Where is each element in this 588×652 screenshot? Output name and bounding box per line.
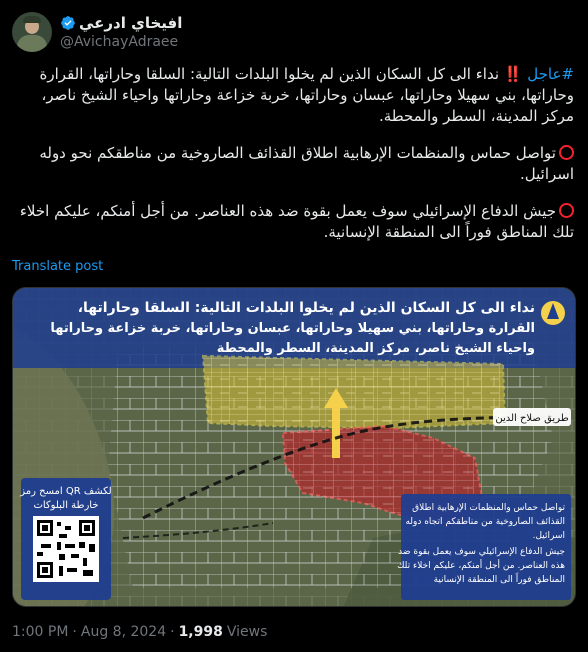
tweet-date[interactable]: Aug 8, 2024 (80, 624, 167, 640)
tweet-time[interactable]: 1:00 PM (12, 624, 69, 640)
meta-separator: · (170, 624, 175, 640)
warning-mark: ‼️ (503, 65, 523, 83)
red-circle-icon (559, 145, 574, 160)
author-name-row[interactable] (60, 14, 182, 32)
tweet-paragraph-2-text: تواصل حماس والمنظمات الإرهابية اطلاق القذائف الصاروخية من مناطقكم نحو دوله اسرائيل. (39, 144, 574, 183)
tweet-meta (12, 624, 267, 640)
evacuation-map (13, 288, 576, 607)
tweet-paragraph-3-text: جيش الدفاع الإسرائيلي سوف يعمل بقوة ضد هذه العناصر. من أجل أمنكم، عليكم اخلاء تلك المناطق فوراً الى المنطقة الإنسانية. (19, 202, 574, 241)
tweet-paragraph-2 (12, 143, 574, 185)
info-line-2: القذائف الصاروخية من مناطقكم اتجاه دوله (405, 517, 565, 527)
author-name: افيخاي ادرعي (79, 14, 183, 32)
map-title-line-3: واحياء الشيخ ناصر، مركز المدينة، السطر والمحطة (216, 341, 535, 356)
map-title-line-2: القرارة وحاراتها، بني سهيلا وحاراتها، عبسان وحاراتها، خربة خزاعة وحاراتها (50, 321, 535, 336)
views-count: 1,998 (178, 624, 223, 640)
idf-emblem-icon (541, 301, 565, 325)
info-line-5: هذه العناصر. من أجل أمنكم، عليكم اخلاء تلك (397, 561, 565, 571)
map-title-line-1: نداء الى كل السكان الذين لم يخلوا البلدات التالية: السلقا وحاراتها، (77, 300, 535, 316)
qr-code-icon (33, 516, 99, 582)
red-circle-icon (559, 203, 574, 218)
qr-label-line-2: خارطة البلوكات (33, 500, 99, 511)
author-block (60, 14, 182, 50)
qr-label-line-1: امسح رمز QR لكشف (20, 486, 112, 497)
meta-separator: · (72, 624, 77, 640)
hashtag-link[interactable]: #عاجل (527, 65, 574, 83)
views-label: Views (226, 624, 268, 640)
info-line-3: اسرائيل. (532, 531, 565, 541)
tweet-paragraph-3 (12, 201, 574, 243)
map-image[interactable] (12, 287, 576, 607)
tweet-text (12, 64, 574, 259)
info-line-4: جيش الدفاع الإسرائيلي سوف يعمل بقوة ضد (398, 547, 565, 557)
road-label: طريق صلاح الدين (495, 413, 569, 424)
avatar[interactable] (12, 12, 52, 52)
tweet-paragraph-1-text: نداء الى كل السكان الذين لم يخلوا البلدات التالية: السلقا وحاراتها، القرارة وحاراتها، بني سهيلا وحاراتها، عبسان وحاراتها، خربة خزاعة وحاراتها واحياء الشيخ ناصر، مركز المدينة، السطر والمحطة. (39, 65, 574, 125)
author-handle[interactable]: @AvichayAdraee (60, 34, 179, 50)
translate-post-link[interactable]: Translate post (12, 259, 104, 274)
info-line-1: تواصل حماس والمنظمات الإرهابية اطلاق (412, 503, 565, 513)
tweet-paragraph-1 (12, 64, 574, 127)
info-line-6: المناطق فوراً الى المنطقة الإنسانية (433, 575, 565, 585)
tweet-header (12, 10, 576, 54)
verified-badge-icon (60, 15, 76, 31)
